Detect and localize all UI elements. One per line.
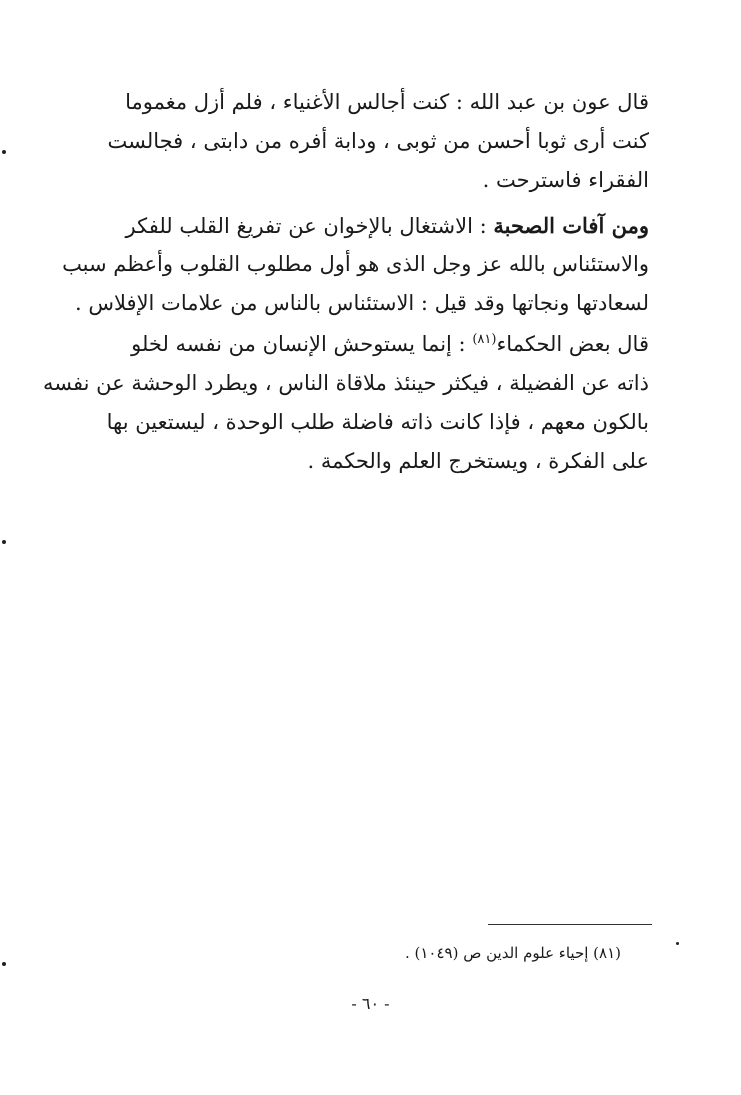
text-line xyxy=(89,325,649,364)
scan-mark xyxy=(2,150,6,154)
text-line xyxy=(89,206,649,245)
page-number: - ٦٠ - xyxy=(351,994,390,1013)
footnote: (٨١) إحياء علوم الدين ص (١٠٤٩) . xyxy=(404,944,621,962)
text-line: قال عون بن عبد الله : كنت أجالس الأغنياء ، فلم أزل مغموما xyxy=(125,90,649,114)
scan-mark xyxy=(2,962,6,966)
text-line: كنت أرى ثوبا أحسن من ثوبى ، ودابة أفره من دابتى ، فجالست xyxy=(107,129,649,153)
section-heading: ومن آفات الصحبة xyxy=(493,213,649,238)
footnote-divider xyxy=(488,924,652,925)
text-line: ذاته عن الفضيلة ، فيكثر حينئذ ملاقاة الناس ، ويطرد الوحشة عن نفسه xyxy=(43,371,649,395)
text-line-start: قال بعض الحكماء xyxy=(496,332,649,356)
scan-mark xyxy=(2,540,6,544)
text-line: بالكون معهم ، فإذا كانت ذاته فاضلة طلب الوحدة ، ليستعين بها xyxy=(106,410,649,434)
text-line: على الفكرة ، ويستخرج العلم والحكمة . xyxy=(307,449,649,473)
text-line-rest: : إنما يستوحش الإنسان من نفسه لخلو xyxy=(131,332,466,356)
text-line: الفقراء فاسترحت . xyxy=(482,168,649,192)
paragraph-2 xyxy=(62,206,649,323)
footnote-marker: (٨١) xyxy=(472,332,497,347)
scan-mark xyxy=(676,942,679,945)
text-line-rest: : الاشتغال بالإخوان عن تفريغ القلب للفكر xyxy=(125,214,487,238)
text-line: والاستئناس بالله عز وجل الذى هو أول مطلوب القلوب وأعظم سبب xyxy=(62,252,649,276)
text-line: لسعادتها ونجاتها وقد قيل : الاستئناس بالناس من علامات الإفلاس . xyxy=(75,291,649,315)
paragraph-3 xyxy=(43,325,649,481)
paragraph-1 xyxy=(89,83,649,200)
